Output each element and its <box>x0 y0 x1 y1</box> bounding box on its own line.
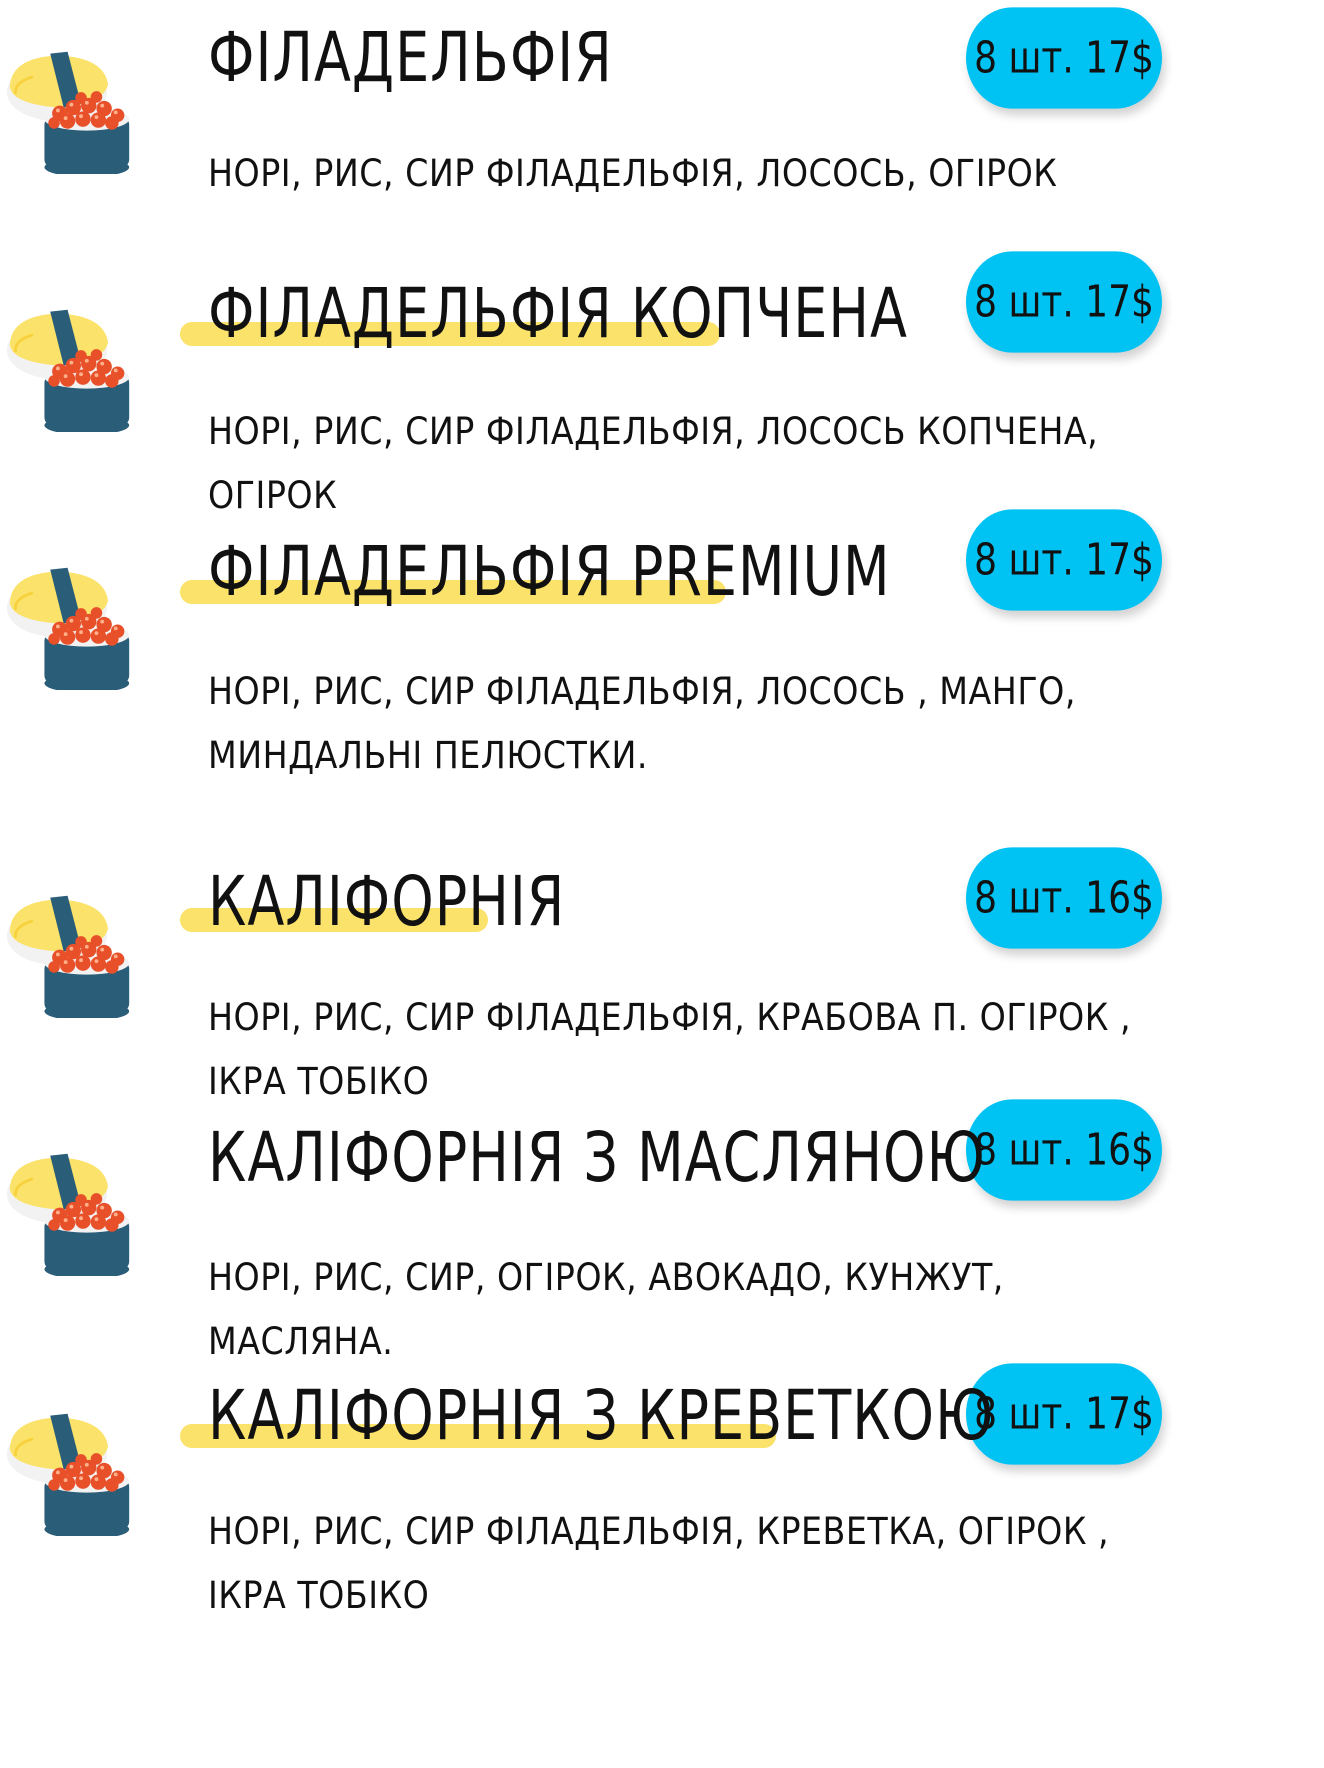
sushi-roll-icon <box>4 1406 134 1536</box>
sushi-roll-icon <box>4 560 134 690</box>
item-description: НОРІ, РИС, СИР, ОГІРОК, АВОКАДО, КУНЖУТ, МАСЛЯНА. <box>208 1256 1004 1363</box>
price-badge: 8 шт. 16$ <box>966 1099 1162 1200</box>
item-description: НОРІ, РИС, СИР ФІЛАДЕЛЬФІЯ, ЛОСОСЬ КОПЧЕНА, ОГІРОК <box>208 410 1099 517</box>
item-description: НОРІ, РИС, СИР ФІЛАДЕЛЬФІЯ, КРАБОВА П. ОГІРОК , ІКРА ТОБІКО <box>208 996 1132 1103</box>
price-badge: 8 шт. 17$ <box>966 7 1162 108</box>
item-title: КАЛІФОРНІЯ З МАСЛЯНОЮ <box>208 1117 986 1199</box>
price-badge: 8 шт. 16$ <box>966 847 1162 948</box>
price-badge: 8 шт. 17$ <box>966 251 1162 352</box>
item-title: ФІЛАДЕЛЬФІЯ PREMIUM <box>208 531 891 613</box>
sushi-roll-icon <box>4 302 134 432</box>
sushi-roll-icon <box>4 44 134 174</box>
item-title: КАЛІФОРНІЯ <box>208 861 566 943</box>
price-badge: 8 шт. 17$ <box>966 509 1162 610</box>
item-title: КАЛІФОРНІЯ З КРЕВЕТКОЮ <box>208 1375 995 1457</box>
item-description: НОРІ, РИС, СИР ФІЛАДЕЛЬФІЯ, ЛОСОСЬ, ОГІРОК <box>208 152 1058 195</box>
item-description: НОРІ, РИС, СИР ФІЛАДЕЛЬФІЯ, ЛОСОСЬ , МАНГО, МИНДАЛЬНІ ПЕЛЮСТКИ. <box>208 670 1076 777</box>
sushi-roll-icon <box>4 1146 134 1276</box>
sushi-roll-icon <box>4 888 134 1018</box>
item-description: НОРІ, РИС, СИР ФІЛАДЕЛЬФІЯ, КРЕВЕТКА, ОГІРОК , ІКРА ТОБІКО <box>208 1510 1110 1617</box>
price-badge: 8 шт. 17$ <box>966 1363 1162 1464</box>
item-title: ФІЛАДЕЛЬФІЯ КОПЧЕНА <box>208 273 908 355</box>
item-title: ФІЛАДЕЛЬФІЯ <box>208 17 613 99</box>
